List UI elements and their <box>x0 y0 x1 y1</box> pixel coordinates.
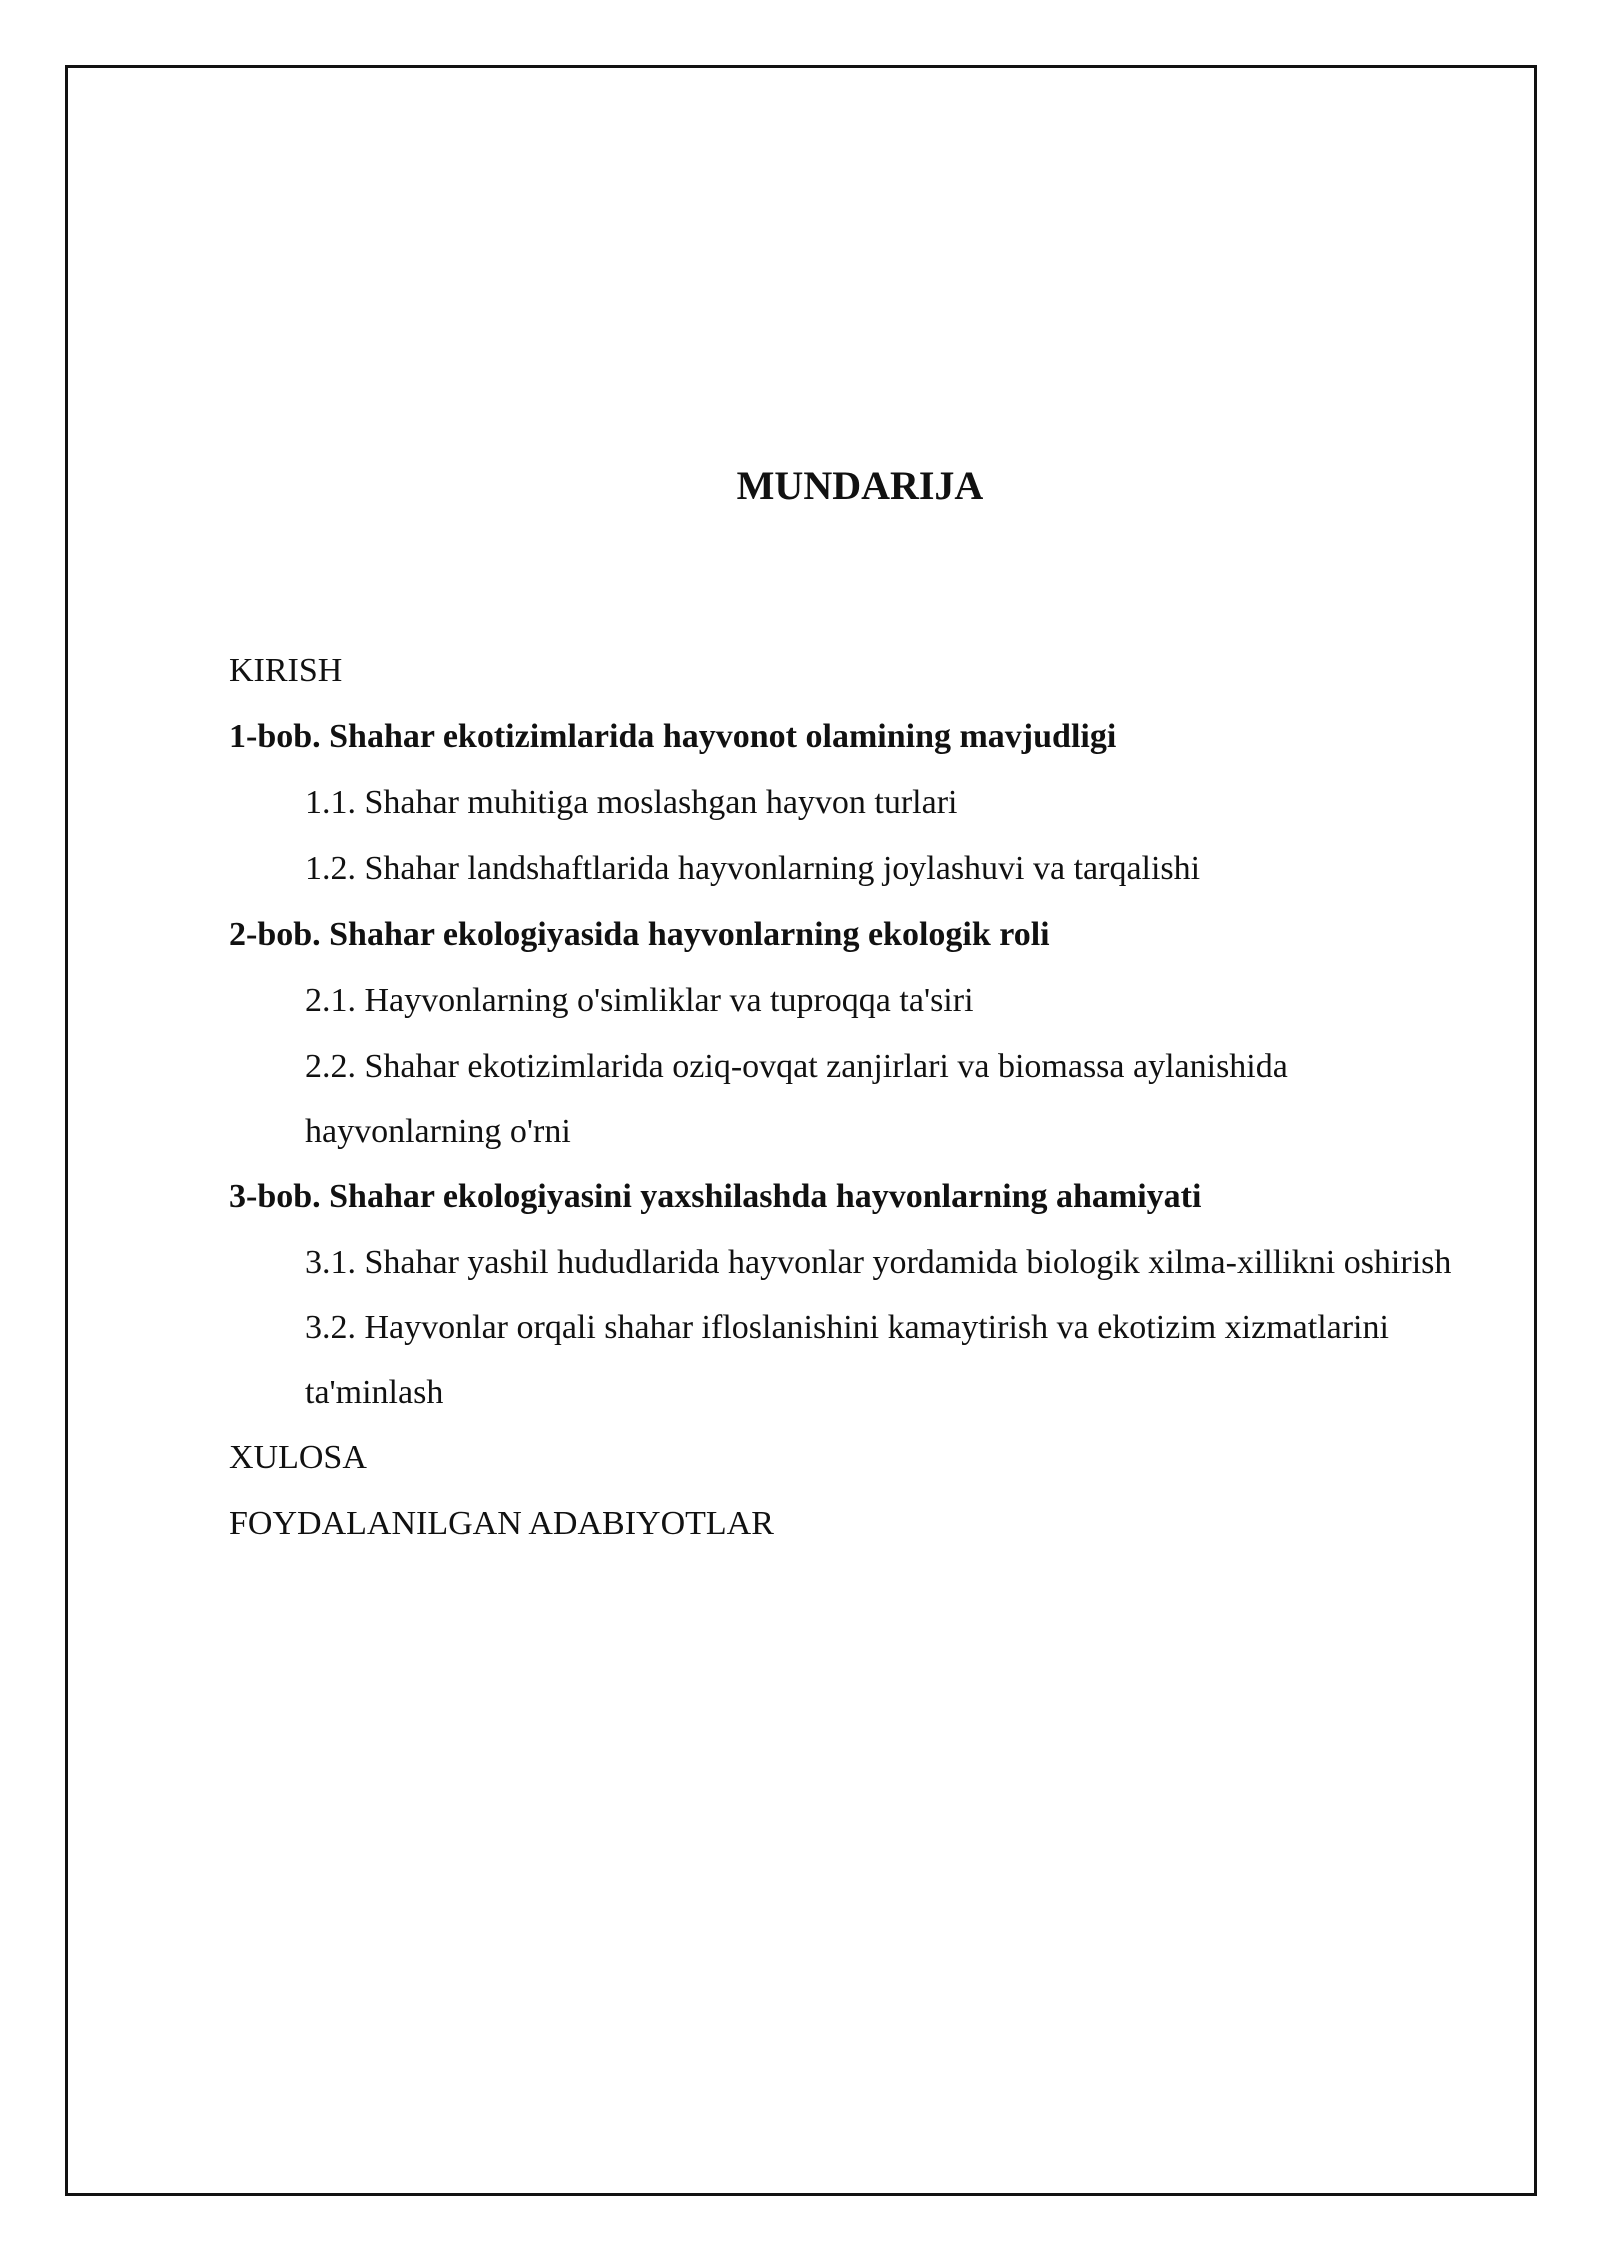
toc-section-3-2: 3.2. Hayvonlar orqali shahar ifloslanishini kamaytirish va ekotizim xizmatlarini ta'minlash <box>305 1309 1389 1411</box>
page-title: MUNDARIJA <box>736 463 984 508</box>
toc-chapter-2: 2-bob. Shahar ekologiyasida hayvonlarning ekologik roli <box>229 916 1050 953</box>
toc-section-1-2: 1.2. Shahar landshaftlarida hayvonlarning joylashuvi va tarqalishi <box>305 850 1201 887</box>
toc-section-3-1: 3.1. Shahar yashil hududlarida hayvonlar yordamida biologik xilma-xillikni oshirish <box>305 1244 1452 1281</box>
toc-entry-references: FOYDALANILGAN ADABIYOTLAR <box>229 1505 774 1542</box>
toc-entry-introduction: KIRISH <box>229 652 343 689</box>
table-of-contents <box>229 638 1469 1557</box>
toc-entry-conclusion: XULOSA <box>229 1439 367 1476</box>
toc-chapter-3: 3-bob. Shahar ekologiyasini yaxshilashda hayvonlarning ahamiyati <box>229 1178 1202 1215</box>
toc-chapter-1: 1-bob. Shahar ekotizimlarida hayvonot olamining mavjudligi <box>229 718 1117 755</box>
toc-section-2-2: 2.2. Shahar ekotizimlarida oziq-ovqat zanjirlari va biomassa aylanishida hayvonlarning o'rni <box>305 1048 1288 1150</box>
toc-section-2-1: 2.1. Hayvonlarning o'simliklar va tuproqqa ta'siri <box>305 982 974 1019</box>
toc-section-1-1: 1.1. Shahar muhitiga moslashgan hayvon turlari <box>305 784 958 821</box>
